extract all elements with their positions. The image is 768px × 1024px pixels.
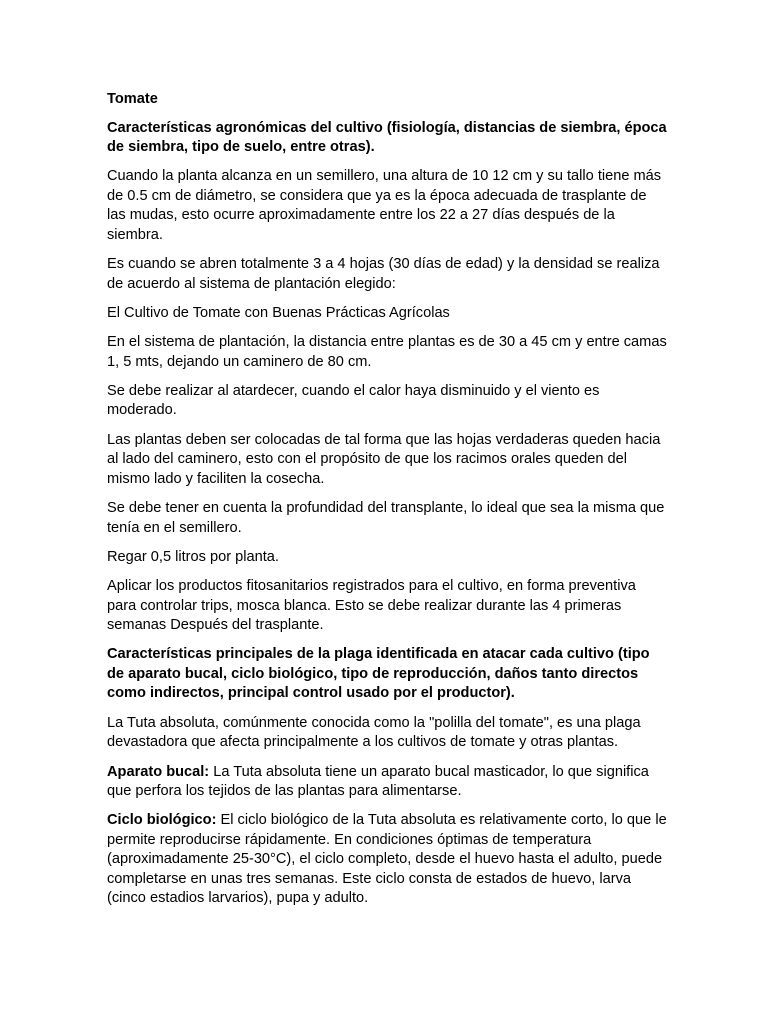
ciclo-biologico-label: Ciclo biológico: xyxy=(107,812,217,829)
heading-pest: Características principales de la plaga identificada en atacar cada cultivo (tipo de aparato bucal, ciclo biológico, tipo de reproducción, daños tanto directos como indirectos, principal control usado por el productor). xyxy=(107,646,650,702)
paragraph: Se debe tener en cuenta la profundidad del transplante, lo ideal que sea la misma que tenía en el semillero. xyxy=(107,500,665,536)
heading-agronomic: Características agronómicas del cultivo (fisiología, distancias de siembra, época de siembra, tipo de suelo, entre otras). xyxy=(107,119,667,155)
aparato-bucal-text: La Tuta absoluta tiene un aparato bucal masticador, lo que significa que perfora los tejidos de las plantas para alimentarse. xyxy=(107,763,649,800)
paragraph: En el sistema de plantación, la distancia entre plantas es de 30 a 45 cm y entre camas 1, 5 mts, dejando un caminero de 80 cm. xyxy=(107,334,667,370)
document-page xyxy=(107,90,667,919)
paragraph: Es cuando se abren totalmente 3 a 4 hojas (30 días de edad) y la densidad se realiza de acuerdo al sistema de plantación elegido: xyxy=(107,256,660,292)
paragraph: Las plantas deben ser colocadas de tal forma que las hojas verdaderas queden hacia al lado del caminero, esto con el propósito de que los racimos orales queden del mismo lado y faciliten la cosecha. xyxy=(107,431,661,487)
aparato-bucal-label: Aparato bucal: xyxy=(107,763,210,780)
paragraph: La Tuta absoluta, comúnmente conocida como la "polilla del tomate", es una plaga devastadora que afecta principalmente a los cultivos de tomate y otras plantas. xyxy=(107,714,641,751)
paragraph: Aplicar los productos fitosanitarios registrados para el cultivo, en forma preventiva para controlar trips, mosca blanca. Esto se debe realizar durante las 4 primeras semanas Después del trasplante. xyxy=(107,578,636,634)
paragraph: Se debe realizar al atardecer, cuando el calor haya disminuido y el viento es moderado. xyxy=(107,382,600,419)
paragraph: El Cultivo de Tomate con Buenas Prácticas Agrícolas xyxy=(107,304,450,321)
paragraph: Regar 0,5 litros por planta. xyxy=(107,548,279,565)
aparato-bucal-paragraph xyxy=(107,763,667,802)
paragraph: Cuando la planta alcanza en un semillero, una altura de 10 12 cm y su tallo tiene más de 0.5 cm de diámetro, se considera que ya es la época adecuada de trasplante de las mudas, esto ocurre aproximadamente entre los 22 a 27 días después de la siembra. xyxy=(107,168,662,243)
ciclo-biologico-text: El ciclo biológico de la Tuta absoluta es relativamente corto, lo que le permite reproducirse rápidamente. En condiciones óptimas de temperatura (aproximadamente 25-30°C), el ciclo completo, desde el huevo hasta el adulto, puede completarse en unas tres semanas. Este ciclo consta de estados de huevo, larva (cinco estadios larvarios), pupa y adulto. xyxy=(107,812,667,907)
document-title: Tomate xyxy=(107,91,158,107)
ciclo-biologico-paragraph xyxy=(107,811,667,909)
